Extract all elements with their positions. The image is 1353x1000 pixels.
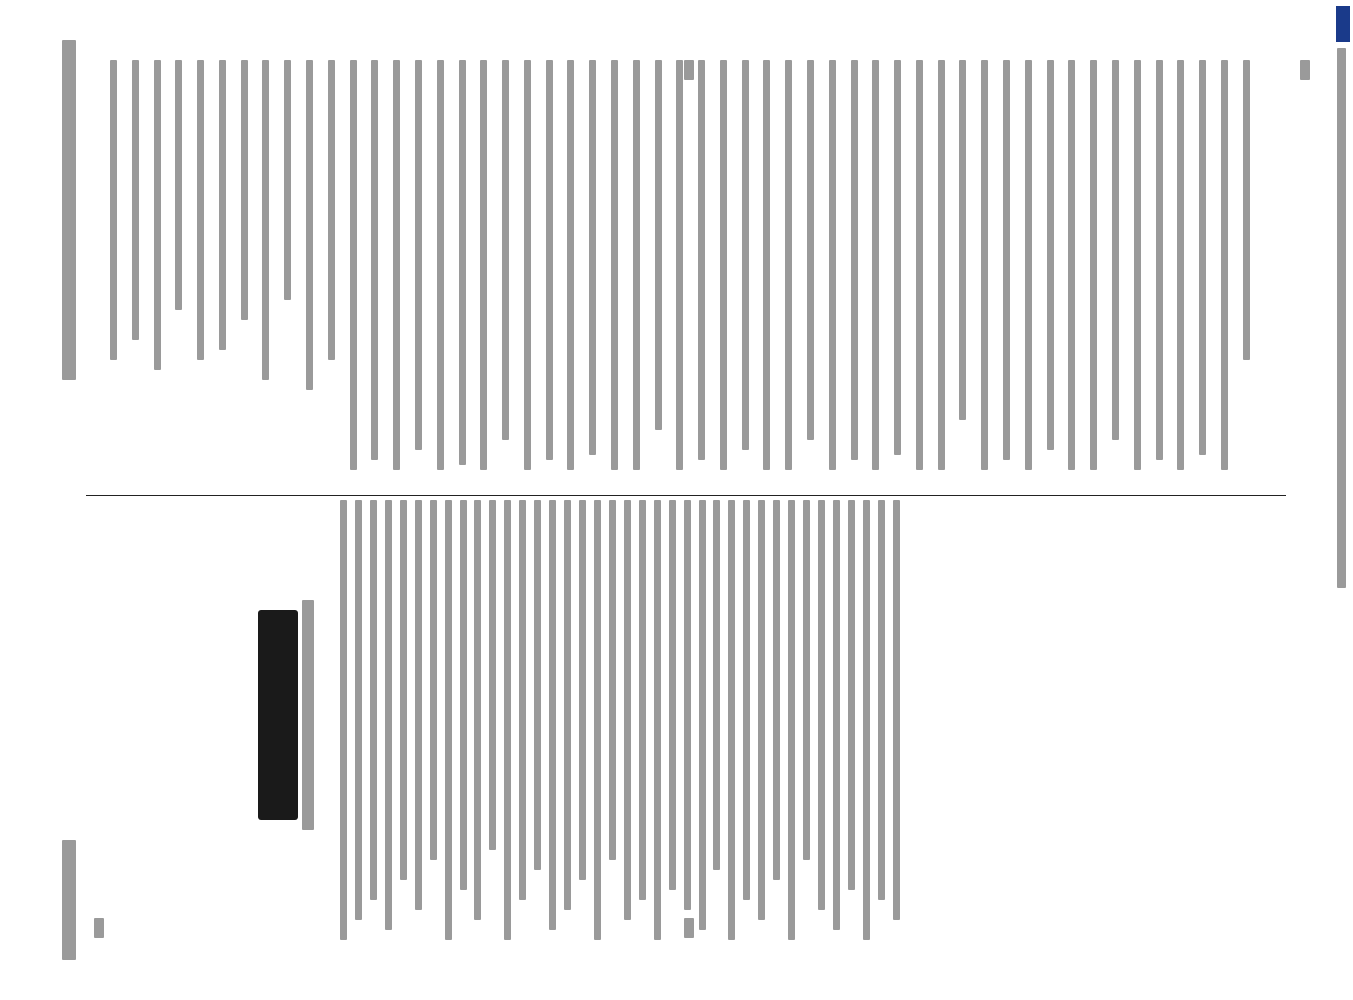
margin-marker-b <box>684 918 694 938</box>
margin-marker-a <box>94 918 104 938</box>
contents-page-numbers <box>345 505 905 535</box>
section-heading <box>258 610 298 820</box>
right-running-header <box>62 120 76 480</box>
contents-column-left <box>340 500 900 950</box>
digitization-imprint <box>1337 48 1346 588</box>
margin-marker-c <box>1300 60 1310 80</box>
margin-marker-d <box>684 60 694 80</box>
body-text-right <box>110 60 1250 480</box>
dfg-stamp <box>1336 6 1350 42</box>
section-subheading <box>302 600 314 830</box>
column-divider <box>86 495 1286 496</box>
